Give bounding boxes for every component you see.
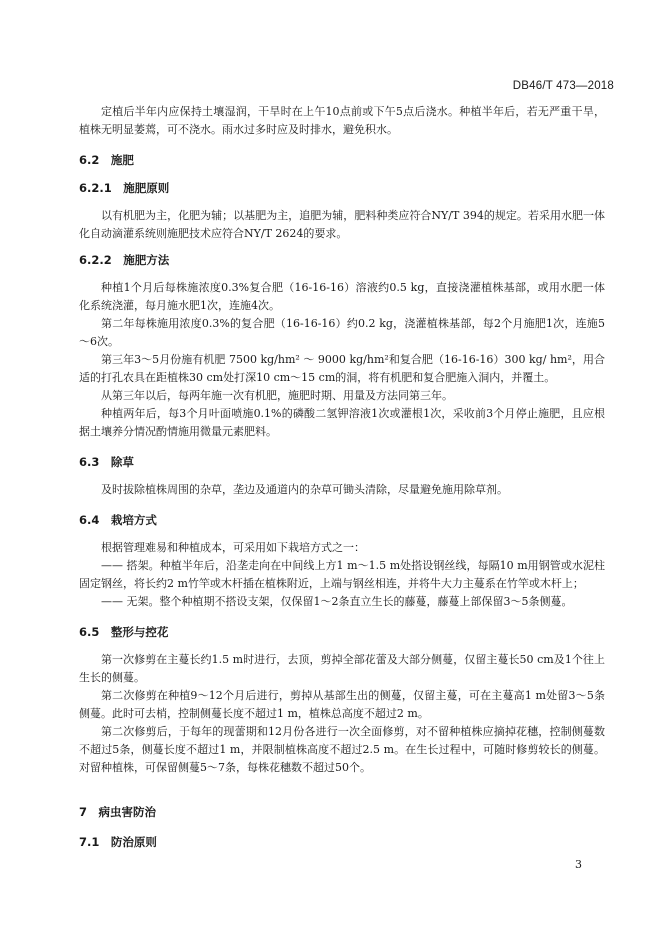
list-item: —— 无架。整个种植期不搭设支架，仅保留1～2条直立生长的藤蔓，藤蔓上部保留3～5条侧蔓。 [101,595,573,608]
paragraph: 根据管理难易和种植成本，可采用如下栽培方式之一： [101,541,365,554]
paragraph: 第三年3～5月份施有机肥 7500 kg/hm² ～ 9000 kg/hm²和复合肥（16-16-16）300 kg/ hm²，用合适的打孔农具在距植株30 cm处打深10 cm～15 cm的洞，将有机肥和复合肥施入洞内，并覆土。 [79,353,605,384]
paragraph: 第二次修剪后，于每年的现蕾期和12月份各进行一次全面修剪，对不留种植株应摘掉花穗，控制侧蔓数不超过5条，侧蔓长度不超过1 m，并限制植株高度不超过2.5 m。在生长过程中，可随时修剪较长的侧蔓。对留种植株，可保留侧蔓5～7条，每株花穗数不超过50个。 [79,725,605,774]
subsection-heading-6-2-2: 6.2.2 施肥方法 [79,253,170,267]
paragraph: 以有机肥为主，化肥为辅；以基肥为主，追肥为辅，肥料种类应符合NY/T 394的规定。若采用水肥一体化自动滴灌系统则施肥技术应符合NY/T 2624的要求。 [79,209,605,240]
section-heading-6-5: 6.5 整形与控花 [79,625,169,639]
paragraph: 定植后半年内应保持土壤湿润，干旱时在上午10点前或下午5点后浇水。种植半年后，若无严重干旱，植株无明显萎蔫，可不浇水。雨水过多时应及时排水，避免积水。 [79,105,605,136]
subsection-heading-6-2-1: 6.2.1 施肥原则 [79,181,170,195]
subsection-heading-7-1: 7.1 防治原则 [79,835,157,849]
section-heading-6-3: 6.3 除草 [79,455,134,469]
chapter-heading-7: 7 病虫害防治 [79,805,157,819]
section-heading-6-2: 6.2 施肥 [79,153,134,167]
paragraph: 种植两年后，每3个月叶面喷施0.1%的磷酸二氢钾溶液1次或灌根1次，采收前3个月停止施肥，且应根据土壤养分情况酌情施用微量元素肥料。 [79,407,605,438]
section-heading-6-4: 6.4 栽培方式 [79,513,157,527]
paragraph: 及时拔除植株周围的杂草，垄边及通道内的杂草可锄头清除，尽量避免施用除草剂。 [101,483,508,496]
list-item: —— 搭架。种植半年后，沿垄走向在中间线上方1 m～1.5 m处搭设钢丝线，每隔10 m用钢管或水泥柱固定钢丝，将长约2 m竹竿或木杆插在植株附近，上端与钢丝相连，并将牛大力主蔓系在竹竿或木杆上； [79,559,605,590]
paragraph: 种植1个月后每株施浓度0.3%复合肥（16-16-16）溶液约0.5 kg，直接浇灌植株基部，或用水肥一体化系统浇灌，每月施水肥1次，连施4次。 [79,281,605,312]
body-content [79,103,605,861]
paragraph: 从第三年以后，每两年施一次有机肥，施肥时期、用量及方法同第三年。 [101,389,453,402]
page-number: 3 [575,858,582,871]
paragraph: 第二次修剪在种植9～12个月后进行，剪掉从基部生出的侧蔓，仅留主蔓，可在主蔓高1 m处留3～5条侧蔓。此时可去梢，控制侧蔓长度不超过1 m，植株总高度不超过2 m。 [79,689,605,720]
standard-code-header: DB46/T 473—2018 [512,80,614,92]
paragraph: 第一次修剪在主蔓长约1.5 m时进行，去顶，剪掉全部花蕾及大部分侧蔓，仅留主蔓长50 cm及1个往上生长的侧蔓。 [79,653,605,684]
paragraph: 第二年每株施用浓度0.3%的复合肥（16-16-16）约0.2 kg，浇灌植株基部，每2个月施肥1次，连施5～6次。 [79,317,605,348]
